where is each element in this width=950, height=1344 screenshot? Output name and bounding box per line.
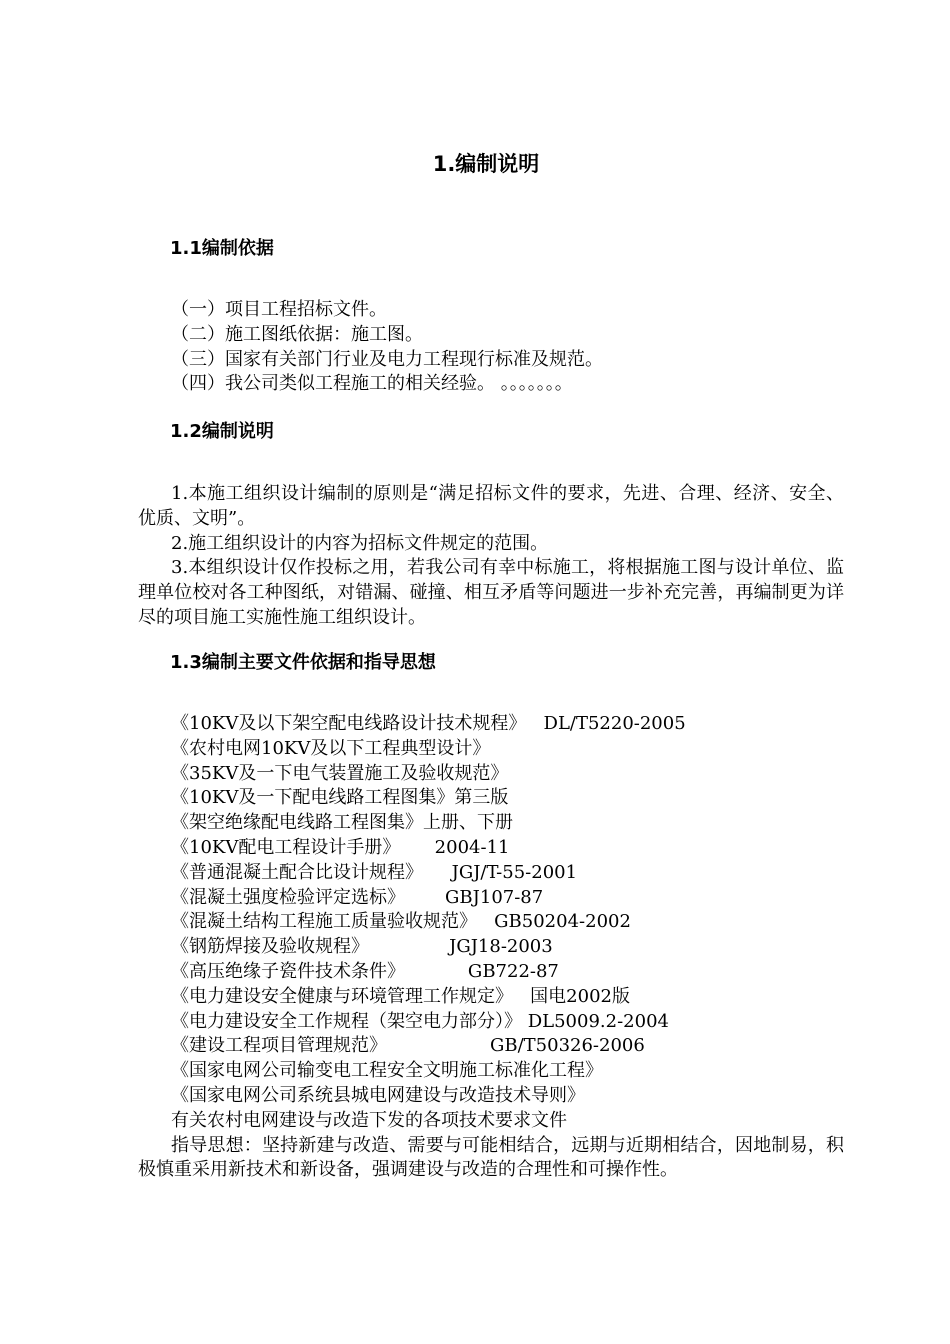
reference-item: 《普通混凝土配合比设计规程》 JGJ/T-55-2001 — [171, 861, 578, 883]
list-item: （二）施工图纸依据：施工图。 — [171, 323, 423, 345]
paragraph: 1.本施工组织设计编制的原则是“满足招标文件的要求，先进、合理、经济、安全、优质、文明”。 — [138, 483, 844, 529]
reference-item: 《10KV及以下架空配电线路设计技术规程》 DL/T5220-2005 — [171, 713, 686, 734]
reference-item: 《国家电网公司输变电工程安全文明施工标准化工程》 — [171, 1060, 603, 1082]
reference-item: 《高压绝缘子瓷件技术条件》 GB722-87 — [171, 960, 559, 982]
section-heading-1-2: 1.2编制说明 — [170, 421, 274, 442]
reference-item: 《建设工程项目管理规范》 GB/T50326-2006 — [171, 1035, 645, 1057]
paragraph: 2.施工组织设计的内容为招标文件规定的范围。 — [171, 532, 549, 554]
paragraph: 3.本组织设计仅作投标之用，若我公司有幸中标施工，将根据施工图与设计单位、监理单位校对各工种图纸，对错漏、碰撞、相互矛盾等问题进一步补充完善，再编制更为详尽的项目施工实施性施工组织设计。 — [138, 557, 844, 628]
reference-item: 《35KV及一下电气装置施工及验收规范》 — [171, 762, 509, 784]
list-item: （四）我公司类似工程施工的相关经验。 。。。。。。。 — [171, 373, 573, 395]
reference-item: 《电力建设安全健康与环境管理工作规定》 国电2002版 — [171, 985, 630, 1007]
list-item: （三）国家有关部门行业及电力工程现行标准及规范。 — [171, 348, 603, 370]
section-heading-1-1: 1.1编制依据 — [170, 238, 274, 259]
reference-list — [138, 712, 844, 1183]
reference-item: 《架空绝缘配电线路工程图集》上册、下册 — [171, 812, 513, 834]
document-title: 1.编制说明 — [432, 152, 540, 176]
guiding-thought: 指导思想：坚持新建与改造、需要与可能相结合，远期与近期相结合，因地制易，积极慎重采用新技术和新设备，强调建设与改造的合理性和可操作性。 — [138, 1134, 844, 1181]
basis-list — [138, 298, 844, 397]
reference-item: 《10KV配电工程设计手册》 2004-11 — [171, 836, 510, 858]
reference-item: 《钢筋焊接及验收规程》 JGJ18-2003 — [171, 936, 553, 958]
reference-item: 《国家电网公司系统县城电网建设与改造技术导则》 — [171, 1084, 585, 1106]
reference-item: 《混凝土结构工程施工质量验收规范》 GB50204-2002 — [171, 911, 631, 933]
reference-item: 《电力建设安全工作规程（架空电力部分）》 DL5009.2-2004 — [171, 1010, 669, 1032]
reference-item: 《混凝土强度检验评定选标》 GBJ107-87 — [171, 886, 544, 908]
explanation-paragraphs — [138, 482, 844, 631]
reference-item: 《10KV及一下配电线路工程图集》第三版 — [171, 787, 509, 809]
reference-item: 《农村电网10KV及以下工程典型设计》 — [171, 737, 491, 759]
list-item: （一）项目工程招标文件。 — [171, 299, 387, 320]
section-heading-1-3: 1.3编制主要文件依据和指导思想 — [170, 652, 436, 673]
reference-item: 有关农村电网建设与改造下发的各项技术要求文件 — [171, 1109, 567, 1131]
